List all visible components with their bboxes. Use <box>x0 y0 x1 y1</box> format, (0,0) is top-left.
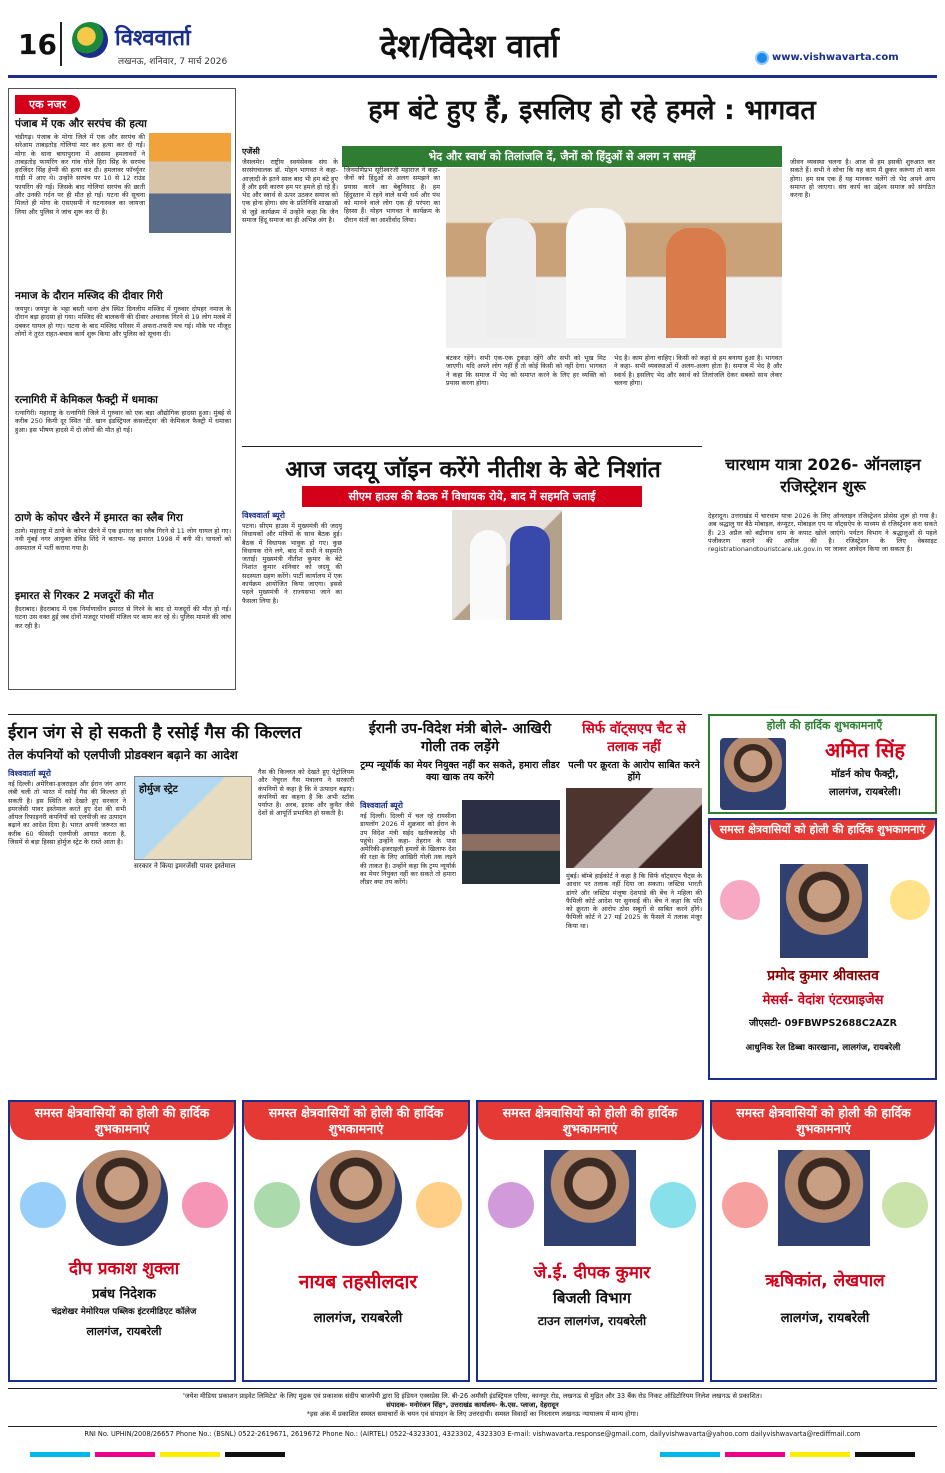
ad-gst: जीएसटी- 09FBWPS2688C2AZR <box>749 1018 897 1029</box>
iran-minister-story <box>360 716 560 1096</box>
chardham-story <box>708 448 937 712</box>
ad-line: मॉडर्न कोच फैक्ट्री, <box>831 769 899 780</box>
ad-line: टाउन लालगंज, रायबरेली <box>537 1314 647 1328</box>
ad-line: लालगंज, रायबरेली <box>313 1311 403 1326</box>
paper-name: विश्ववार्ता <box>115 26 191 51</box>
chardham-body: देहरादून। उत्तराखंड में चारधाम यात्रा 2026 के लिए ऑनलाइन रजिस्ट्रेशन प्रोसेस शुरू हो गया है। अब श्रद्धालु घर बैठे मोबाइल, कंप्यूटर, मोबाइल एप या वॉट्सऐप के माध्यम से रजिस्ट्रेशन करा सकते हैं। 23 अप्रैल को बद्रीनाथ धाम के कपाट खोले जाएंगे। पर्यटन विभाग ने श्रद्धालुओं से पहले पंजीकरण कराने की अपील की है। रजिस्ट्रेशन के लिए वेबसाइट registrationandtouristcare.uk.gov.in पर जाकर आवेदन किया जा सकता है। <box>708 512 937 554</box>
whatsapp-story <box>566 716 702 1096</box>
news-photo <box>149 133 231 233</box>
news-title: रत्नागिरी में केमिकल फैक्ट्री में धमाका <box>15 394 158 406</box>
ad-line: बिजली विभाग <box>553 1289 631 1307</box>
iran-gas-body: गैस की किल्लत को देखते हुए पेट्रोलियम और नेचुरल गैस मंत्रालय ने सरकारी कंपनियों से कहा है कि वे उत्पादन बढ़ाएं। कंपनियों का कहना है कि अभी स्टॉक पर्याप्त है। अरब, इराक और कुवैत जैसे देशों से आपूर्ति प्रभावित हो सकती है। <box>258 768 354 818</box>
lead-story <box>242 84 937 444</box>
map-caption: सरकार ने किया इमरजेंसी पावर इस्तेमाल <box>134 862 236 870</box>
ad-place: आधुनिक रेल डिब्बा कारखाना, लालगंज, रायबरेली <box>745 1043 901 1053</box>
logo-icon <box>72 22 108 58</box>
imprint-line: 'जयेश मीडिया प्रकाशन प्राइवेट लिमिटेड' के लिए मुद्रक एवं प्रकाशक संदीप बाजपेयी द्वारा दि इंडियन एक्सप्रेस लि. बी-26 अमौसी इंडस्ट्रियल एरिया, कानपुर रोड, लखनऊ से मुद्रित और 33 बैंक रोड निकट ऑडिटोरियम निलेश लखनऊ से प्रकाशित। <box>182 1392 763 1400</box>
ad-photo <box>776 1148 872 1248</box>
iran-gas-subhead: तेल कंपनियों को एलपीजी प्रोडक्शन बढ़ाने का आदेश <box>8 748 238 762</box>
lead-headline: हम बंटे हुए हैं, इसलिए हो रहे हमले : भागवत <box>368 95 816 126</box>
ad-bottom-2 <box>242 1100 470 1382</box>
iran-minister-body: नई दिल्ली। दिल्ली में चल रहे रायसीना डायलॉग 2026 में शुक्रवार को ईरान के उप विदेश मंत्री सईद खतीबजादेह भी पहुंचे। उन्होंने कहा- तेहरान के पास अमेरिकी-इजराइली हमलों के खिलाफ देश की रक्षा के लिए आखिरी गोली तक लड़ने की ताकत है। उन्होंने कहा कि ट्रम्प न्यूयॉर्क का मेयर नियुक्त नहीं कर सकते तो हमारा लीडर क्या तय करेंगे। <box>360 812 456 887</box>
news-title: नमाज के दौरान मस्जिद की दीवार गिरी <box>15 290 163 302</box>
jdu-body: पटना। सीएम हाउस में मुख्यमंत्री की जदयू विधायकों और मंत्रियों के साथ बैठक हुई। बैठक में विधायक भावुक हो गए। कुछ विधायक रोने लगे, बाद में सभी ने सहमति जताई। मुख्यमंत्री नीतीश कुमार के बेटे निशांत कुमार शनिवार को जदयू की सदस्यता ग्रहण करेंगे। पार्टी कार्यालय में एक कार्यक्रम आयोजित किया जाएगा। इससे पहले मुख्यमंत्री ने राज्यसभा जाने का फैसला लिया है। <box>242 522 342 605</box>
news-title: पंजाब में एक और सरपंच की हत्या <box>15 118 147 130</box>
jdu-photo <box>452 510 562 620</box>
masthead <box>0 0 945 80</box>
byline: एजेंसी <box>242 147 260 156</box>
ad-head: होली की हार्दिक शुभकामनाएँ <box>766 719 883 732</box>
ad-head: समस्त क्षेत्रवासियों को होली की हार्दिक शुभकामनाएं <box>478 1102 702 1140</box>
lead-col: बंटकर रहेंगे। सभी एक-एक टुकड़ा रहेंगे और सभी को भूख मिट जाएगी। यदि अपने लोग नहीं हैं तो कोई किसी को नहीं देगा। भागवत ने कहा कि समाज में भेद को समाप्त करने के लिए हर व्यक्ति को प्रयास करना होगा। <box>446 354 606 387</box>
lead-photo <box>446 168 782 348</box>
ad-bottom-4 <box>710 1100 937 1382</box>
site-link[interactable]: www.vishwavarta.com <box>772 52 899 63</box>
ad-photo <box>778 862 870 960</box>
imprint-line: *इस अंक में प्रकाशित समस्त समाचारों के चयन एवं संपादन के लिए उत्तरदायी। समस्त विवादों का निस्तारण लखनऊ न्यायालय में मान्य होगा। <box>306 1410 639 1418</box>
whatsapp-body: मुंबई। बॉम्बे हाईकोर्ट ने कहा है कि सिर्फ वॉट्सएप चैट्स के आधार पर तलाक नहीं दिया जा सकता। जस्टिस भारती डांगरे और जस्टिस मंजूषा देशपांडे की बेंच ने महिला की फैमिली कोर्ट आदेश पर सुनवाई की। बेंच ने कहा कि पति को क्रूरता के आरोप ठोस सबूतों से साबित करने होंगे। फैमिली कोर्ट ने 27 मई 2025 के फैसले में तलाक मंजूर किया था। <box>566 872 702 930</box>
news-title: ठाणे के कोपर खैरने में इमारत का स्लैब गिरा <box>15 512 183 524</box>
lead-col: भेद है। काम होना चाहिए। किसी को कहां से हम बनाया हुआ है। भागवत ने कहा- सभी व्यवस्थाओं में अलग-अलग होता है। समाज में भेद है और स्वार्थ है। इसलिए भेद और स्वार्थ को तिलांजलि देकर सबको साथ लेकर चलना होगा। <box>614 354 782 387</box>
section-title: देश/विदेश वार्ता <box>380 27 560 65</box>
iran-gas-body: नई दिल्ली। अमेरिका-इजराइल और ईरान जंग अगर लंबी चली तो भारत में रसोई गैस की किल्लत हो सकती है। इस स्थिति को देखते हुए सरकार ने इमरजेंसी पावर इस्तेमाल करते हुए देश की सभी ऑयल रिफाइनरी कंपनियों को एलपीजी का उत्पादन बढ़ाने का आदेश दिया है। भारत अपनी जरूरत का करीब 60 फीसदी एलपीजी आयात करता है, जिसमें से बड़ा हिस्सा होर्मुज स्ट्रेट के रास्ते आता है। <box>8 780 126 847</box>
chardham-headline: चारधाम यात्रा 2026- ऑनलाइन रजिस्ट्रेशन शुरू <box>725 455 921 496</box>
news-body: रत्नागिरी। महाराष्ट्र के रत्नागिरी जिले में गुरुवार को एक बड़ा औद्योगिक हादसा हुआ। मुंबई से करीब 250 किमी दूर स्थित 'डी. खान इंडस्ट्रियल कंसल्टेंट्स' की केमिकल फैक्ट्री में धमाका हुआ। इस भीषण हादसे में दो लोगों की मौत हो गई। <box>15 409 231 434</box>
ad-bottom-3 <box>476 1100 704 1382</box>
ad-line: प्रबंध निदेशक <box>92 1287 156 1302</box>
iran-minister-photo <box>462 800 560 884</box>
ad-amit-singh <box>708 714 937 814</box>
ad-line: लालगंज, रायबरेली <box>780 1311 870 1326</box>
iran-minister-headline: ईरानी उप-विदेश मंत्री बोले- आखिरी गोली तक लड़ेंगे <box>368 721 552 755</box>
ad-firm: मेसर्स- वेदांश एंटरप्राइजेस <box>762 993 884 1008</box>
byline: विश्ववार्ता ब्यूरो <box>242 511 285 520</box>
dateline: लखनऊ, शनिवार, 7 मार्च 2026 <box>118 57 228 67</box>
news-title: इमारत से गिरकर 2 मजदूरों की मौत <box>15 590 154 602</box>
map-title: होर्मुज स्ट्रेट <box>139 784 178 795</box>
lead-col: जैसलमेर। राष्ट्रीय स्वयंसेवक संघ के सरसंघचालक डॉ. मोहन भागवत ने कहा- आज़ादी के इतने साल बाद भी हम बंटे हुए हैं और इसी कारण हम पर हमले हो रहे हैं। भेद और स्वार्थ से ऊपर उठकर समाज को एक होना होगा। संघ के प्रतिनिधि शाखाओं से जुड़े कार्यक्रम में उन्होंने कहा कि जैन समाज हिंदू समाज का ही अभिन्न अंग है। <box>242 158 338 225</box>
contact-line: RNI No. UPHIN/2008/26657 Phone No.: (BSNL) 0522-2619671, 2619672 Phone No.: (AIRTEL) 0522-4323301, 4323302, 4323303 E-mail: vishwavarta.response@gmail.com, dailyvishwavarta@yahoo.com dailyvishwavarta@rediffmail.com <box>84 1430 861 1438</box>
ad-line: लालगंज, रायबरेली। <box>829 787 901 798</box>
whatsapp-subhead: पत्नी पर क्रूरता के आरोप साबित करने होंगे <box>568 760 700 783</box>
ad-head: समस्त क्षेत्रवासियों को होली की हार्दिक शुभकामनाएं <box>10 1102 234 1140</box>
lead-col: जीवन व्यवस्था चलना है। आज से हम इसकी शुरुआत कर सकते हैं। सभी ने सोचा कि यह काम मैं छूकर करूंगा तो काम होगा। हम सब एक हैं यह मानकर चलेंगे तो भेद अपने आप समाप्त हो जाएगा। संघ कार्य का उद्देश्य समाज को संगठित करना है। <box>790 158 935 200</box>
ad-head: समस्त क्षेत्रवासियों को होली की हार्दिक शुभकामनाएं <box>244 1102 468 1140</box>
jdu-subhead: सीएम हाउस की बैठक में विधायक रोये, बाद में सहमति जताई <box>302 486 642 507</box>
ad-photo <box>74 1148 170 1248</box>
whatsapp-headline: सिर्फ वॉट्सएप चैट से तलाक नहीं <box>582 721 686 755</box>
ad-line: चंद्रशेखर मेमोरियल पब्लिक इंटरमीडिएट कॉलेज <box>51 1307 197 1317</box>
iran-gas-story <box>8 716 354 1096</box>
lead-subhead: भेद और स्वार्थ को तिलांजलि दें, जैनों को हिंदुओं से अलग न समझें <box>342 146 782 167</box>
lead-col: जिनमणिप्रभ सूरीश्वरजी महाराज ने कहा- जैनों को हिंदुओं से अलग समझने का प्रयास करने का बेबुनियाद है। हम हिंदुस्तान में रहने वाले सभी धर्म और पंथ को मानने वाले लोग एक ही परंपरा का हिस्सा हैं। मोहन भागवत ने कार्यक्रम के दौरान संतों का आशीर्वाद लिया। <box>344 166 440 224</box>
ad-name: अमित सिंह <box>824 738 906 762</box>
news-body: चंडीगढ़। पंजाब के मोगा जिले में एक और सरपंच की सरेआम ताबड़तोड़ गोलियां मार कर हत्या कर दी गई। मोगा के थाना बाघापुराना में आसमा हमलावरों ने ताबड़तोड़ फायरिंग कर गांव घोले हिरा सिंह के सरपंच हरजिंदर सिंह हेप्पी की हत्या कर दी। हमलावर फॉर्च्यूनर गाड़ी में आए थे। उन्होंने सरपंच पर 10 से 12 राउंड फायरिंग की गई। जिसके बाद गोलियां सरपंच की छाती और उनकी गर्दन पर ही मौत हो गई। घटना की सूचना मिलते ही मोगा के एसएसपी ने घटनास्थल का जायजा लिया और पुलिस ने जांच शुरू कर दी है। <box>15 133 145 216</box>
ad-name: प्रमोद कुमार श्रीवास्तव <box>767 968 879 984</box>
page-number: 16 <box>18 28 57 61</box>
ad-photo <box>542 1148 638 1248</box>
sidebar-label: एक नजर <box>15 95 80 114</box>
ad-photo <box>718 736 788 812</box>
ad-bottom-1 <box>8 1100 236 1382</box>
ad-name: दीप प्रकाश शुक्ला <box>68 1259 180 1279</box>
news-body: ठाणे। महाराष्ट्र में ठाणे के कोपर खैरने में एक इमारत का स्लैब गिरने से 11 लोग घायल हो गए। नवी मुंबई नगर आयुक्त डेविड शिंदे ने बताया- यह इमारत 1998 में बनी थी। घायलों को अस्पताल में भर्ती कराया गया है। <box>15 527 231 552</box>
sidebar-ek-nazar <box>8 88 236 690</box>
iran-minister-subhead: ट्रम्प न्यूयॉर्क का मेयर नियुक्त नहीं कर सकते, हमारा लीडर क्या खाक तय करेंगे <box>360 760 560 783</box>
hormuz-map <box>134 776 252 860</box>
globe-icon <box>755 51 769 65</box>
byline: विश्ववार्ता ब्यूरो <box>8 769 51 778</box>
news-body: जयपुर। जयपुर के भट्टा बस्ती थाना क्षेत्र स्थित ग्रिनलीप मस्जिद में गुरुवार दोपहर नमाज के दौरान बड़ा हादसा हो गया। मस्जिद की बालकनी की दीवार अचानक गिरने से 19 लोग मलबे में दबकर घायल हो गए। घटना के बाद मस्जिद परिसर में अफरा-तफरी मच गई। मौके पर मौजूद लोगों ने तुरंत राहत-बचाव कार्य शुरू किया और पुलिस को सूचना दी। <box>15 305 231 338</box>
jdu-headline: आज जदयू जॉइन करेंगे नीतीश के बेटे निशांत <box>285 457 661 483</box>
ad-line: लालगंज, रायबरेली <box>86 1325 162 1338</box>
byline: विश्ववार्ता ब्यूरो <box>360 801 403 810</box>
iran-gas-headline: ईरान जंग से हो सकती है रसोई गैस की किल्लत <box>8 723 302 743</box>
ad-head: समस्त क्षेत्रवासियों को होली की हार्दिक शुभकामनाएं <box>710 820 935 840</box>
ad-photo <box>308 1148 404 1248</box>
news-body: हैदराबाद। हैदराबाद में एक निर्माणाधीन इमारत से गिरने के बाद दो मजदूरों की मौत हो गई। घटना उस वक्त हुई जब दोनों मजदूर पांचवीं मंजिल पर काम कर रहे थे। पुलिस मामले की जांच कर रही है। <box>15 605 231 630</box>
whatsapp-photo <box>566 788 702 868</box>
ad-promod <box>708 818 937 1080</box>
ad-head: समस्त क्षेत्रवासियों को होली की हार्दिक शुभकामनाएं <box>712 1102 935 1140</box>
ad-name: नायब तहसीलदार <box>298 1271 418 1293</box>
ad-name: जे.ई. दीपक कुमार <box>533 1263 651 1283</box>
imprint-line: संपादक- मनोरंजन सिंह*, उत्तराखंड कार्यालय- के.एस. प्लाजा, देहरादून <box>386 1401 559 1409</box>
ad-name: ऋषिकांत, लेखपाल <box>765 1271 885 1291</box>
jdu-story <box>242 448 702 712</box>
